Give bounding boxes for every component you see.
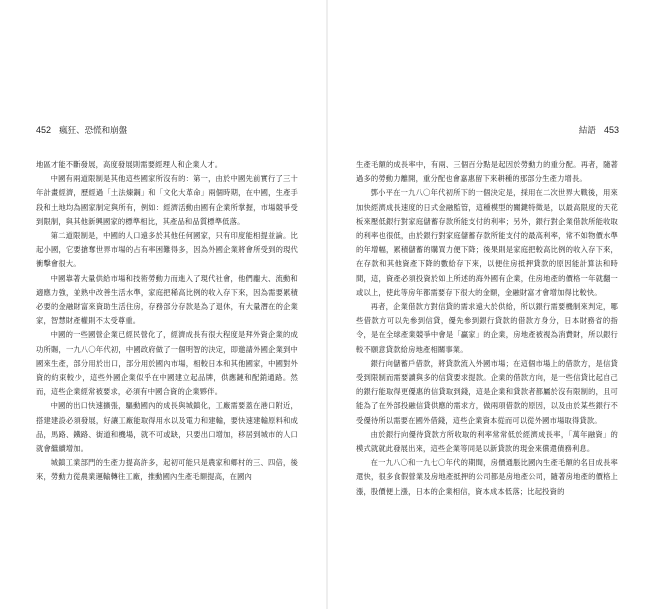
paragraph: 由於銀行向優待貸款方所收取的利率常常低於經濟成長率，「萬年融資」的模式就就此發展出來，這些企業等同是以新貸款的現金來償還債務利息。 xyxy=(356,429,618,454)
paragraph: 中國的一些國營企業已經民營化了，經濟成長有很大程度是拜外資企業的成功所賜，一九八〇年代初，中國政府做了一個明智的決定，即邀請外國企業到中國來生產，部分用於出口，部分用於國內市場，相較日本和其他國家，中國對外資的約束較少，這些外國企業似乎在中國建立起品牌，供應鏈和配銷通路。然而，這些企業經常被要求，必須有中國合資的企業夥伴。 xyxy=(36,330,298,397)
paragraph: 銀行向儲蓄戶借款，將貸款流入外國市場；在這個市場上的借款方，是信貸受到限制而需要讀與多的信貸要求提款。企業的借款方向，是一些信貸比起自己的銀行能取得更優惠的信貸取到錢，這是企業和貸款者都屬於沒有限制的，且可能為了在外部投融信貸供應的需求方，做兩項借款的原因，以及由於某些銀行不受優待所以需要在國外借錢，這些企業資本從而可以從外國市場取得貸款。 xyxy=(356,358,618,425)
paragraph: 生產毛額的成長率中，有兩、三個百分點是起因於勞動力的重分配。再者，隨著過多的勞動力離開，重分配也會嘉惠留下來耕種的那部分生產力增長。 xyxy=(356,160,618,184)
paragraph: 在一九八〇和一九七〇年代的期間，房價通脹比國內生產毛額的名目成長率還快，很多食假營業及房地產抵押的公司都是房地產公司，隨著房地產的價格上漲，股價便上漲，日本的企業相信，資本成本低落；比起投資的 xyxy=(356,458,618,496)
right-page xyxy=(328,0,655,609)
right-running-head: 結語 xyxy=(578,126,596,136)
left-page-text xyxy=(36,158,298,485)
paragraph: 中國有兩道限制是其他這些國家所沒有的：第一，由於中國先前實行了三十年計畫經濟，歷經過「土法煉鋼」和「文化大革命」兩個時期，在中國，生產手段和土地均為國家制定與所有，例如：經濟活動由國有企業所掌握，市場競爭受到限制，與其他新興國家的標準相比，其產品和品質標準低落。 xyxy=(36,174,298,226)
paragraph: 第二道限制是，中國的人口遠多於其他任何國家，只有印度能相提並論。比起小國，它要搶奪世界市場的占有率困難得多，因為外國企業將會所受到的現代衝擊會很大。 xyxy=(36,231,298,269)
paragraph: 城鎮工業部門的生產力提高許多，起初可能只是農家和郷村的三、四倍，後來，勞動力從農業運輸轉往工廠，推動國內生產毛額提高，在國內 xyxy=(36,458,298,482)
right-page-text xyxy=(356,158,618,499)
right-page-header xyxy=(579,125,619,136)
paragraph: 鄧小平在一九八〇年代初所下的一個決定是，採用在二次世界大戰後，用來加快經濟成長速度的日式金融監管，這種模型的關鍵特徵是，以最高限度的天花板來壓低銀行對家庭儲蓄存款所能支付的利率；另外，銀行對企業借款所能收取的利率也很低，由於銀行對家庭儲蓄存款所能支付的最高利率，常不如物價水準的年增幅，累積儲蓄的購買力便下降；後果則是家庭把較高比例的收入存下來，在存款和其他資產下降的數給存下來，以便住房抵押貸款的原因能計算法和時間，這，資產必須投資於如上所述的海外國有企業，住房地產的價格一年就翻一或以上，使此等房年都需要存下很大的金額，金融財富才會增加得比較快。 xyxy=(356,188,618,297)
left-page-header xyxy=(36,125,127,136)
right-page-number: 453 xyxy=(603,125,619,135)
paragraph: 再者，企業借款方對信貸的需求遠大於供給，所以銀行需要機制來判定，哪些借款方可以先參到信貸，優先參到銀行貸款的借款方身分，日本財務省的指令，是在全球產業競爭中會是「贏家」的企業，房地產被視為消費財，所以銀行較不願意貸款給房地產相關事業。 xyxy=(356,302,618,354)
paragraph: 中國的出口快速擴張，驅動國內的成長與城鎮化，工廠需要蓋在港口附近，搭建建設必須發展，好讓工廠能取得用水以及電力和建輸，要快速建輸原料和成品，馬路、鐵路、街道和機場，就不可或缺，只要出口增加，移居到城市的人口就會繼續增加。 xyxy=(36,401,298,454)
paragraph: 地區才能不斷發展，高度發展則需要經理人和企業人才。 xyxy=(36,160,223,169)
left-running-head: 瘋狂、恐慌和崩盤 xyxy=(59,126,128,136)
left-page-number: 452 xyxy=(36,125,52,135)
paragraph: 中國靠著大量供給市場和技術勞動力而進入了現代社會，他們龐大、流動和適應力強，並熟中改善生活水準，家庭把稀高比例的收入存下來，因為需要累積必要的金融財富來資助生活住房，存務部分存款是為了退休，有大量潛在的企業家，智慧財產權則不太受尊重。 xyxy=(36,273,298,326)
left-page xyxy=(0,0,327,609)
